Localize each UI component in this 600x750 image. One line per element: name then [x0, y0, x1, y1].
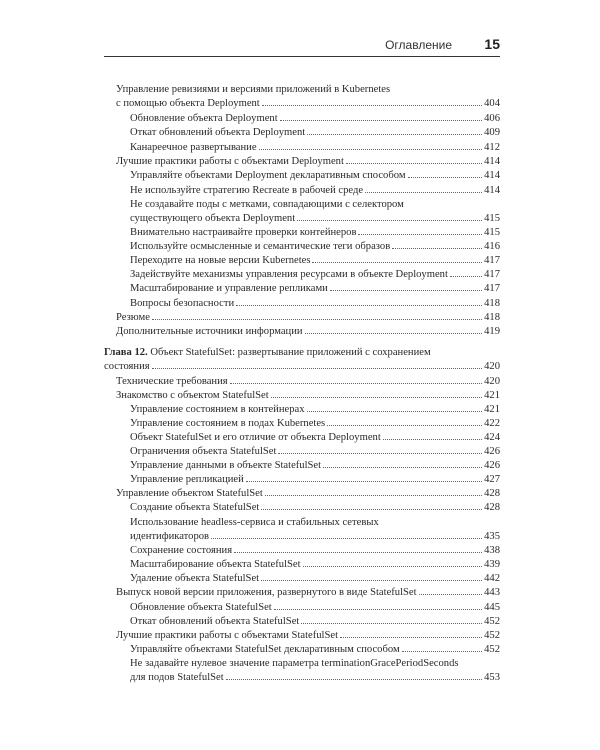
toc-entry: [104, 346, 500, 374]
toc-entry-page: 435: [484, 531, 500, 542]
toc-entry-title: Внимательно настраивайте проверки контейнеров: [130, 227, 357, 238]
toc-entry-page: 443: [484, 587, 500, 598]
toc-entry: [130, 516, 500, 544]
toc-entry: [130, 615, 500, 629]
toc-entry-page: 442: [484, 573, 500, 584]
toc-entry: [130, 643, 500, 657]
toc-entry-page: 420: [484, 376, 500, 387]
toc-entry-page: 428: [484, 488, 500, 499]
toc-entry-title: Канареечное развертывание: [130, 142, 257, 153]
toc-entry-title: Переходите на новые версии Kubernetes: [130, 255, 311, 266]
toc-entry-title: состояния: [104, 361, 150, 372]
dot-leader: [340, 637, 482, 638]
dot-leader: [301, 623, 482, 624]
toc-entry-title: Объект StatefulSet и его отличие от объекта Deployment: [130, 432, 381, 443]
toc-entry-page: 438: [484, 545, 500, 556]
toc-entry: [130, 112, 500, 126]
toc-entry-title: Обновление объекта StatefulSet: [130, 602, 272, 613]
toc-entry: [116, 155, 500, 169]
toc-entry-page: 426: [484, 446, 500, 457]
toc-entry-title-first-line: [104, 346, 500, 360]
toc-entry-title: Ограничения объекта StatefulSet: [130, 446, 277, 457]
toc-entry-page: 409: [484, 127, 500, 138]
dot-leader: [312, 262, 482, 263]
toc-entry: [130, 169, 500, 183]
toc-entry: [130, 282, 500, 296]
toc-entry: [130, 226, 500, 240]
page-number: 15: [484, 36, 500, 52]
toc-entry-page: 418: [484, 312, 500, 323]
toc-entry-title: Выпуск новой версии приложения, развернутого в виде StatefulSet: [116, 587, 417, 598]
toc-entry-page: 415: [484, 227, 500, 238]
toc-entry-page: 404: [484, 98, 500, 109]
toc-entry-title: Дополнительные источники информации: [116, 326, 303, 337]
dot-leader: [323, 467, 482, 468]
toc-entry: [130, 501, 500, 515]
toc-entry-title: Управляйте объектами StatefulSet декларативным способом: [130, 644, 400, 655]
dot-leader: [265, 495, 482, 496]
toc-entry-title: идентификаторов: [130, 531, 210, 542]
toc-entry-page: 417: [484, 269, 500, 280]
dot-leader: [246, 481, 482, 482]
toc-entry-page: 406: [484, 113, 500, 124]
toc-entry: [130, 417, 500, 431]
dot-leader: [234, 552, 482, 553]
dot-leader: [262, 105, 482, 106]
toc-entry-page: 414: [484, 170, 500, 181]
toc-entry-page: 421: [484, 390, 500, 401]
toc-entry: [130, 558, 500, 572]
chapter-label: Глава 12.: [104, 347, 148, 358]
toc-entry-title-first-line: Не создавайте поды с метками, совпадающими с селектором: [130, 199, 404, 210]
toc-entry-title: существующего объекта Deployment: [130, 213, 296, 224]
toc-entry: [116, 311, 500, 325]
dot-leader: [330, 290, 482, 291]
toc-entry-page: 453: [484, 672, 500, 683]
toc-entry-title: Управление состоянием в подах Kubernetes: [130, 418, 326, 429]
dot-leader: [408, 177, 483, 178]
toc-entry-page: 421: [484, 404, 500, 415]
toc-entry-page: 428: [484, 502, 500, 513]
toc-entry: [116, 586, 500, 600]
toc-entry: [130, 445, 500, 459]
dot-leader: [303, 566, 483, 567]
toc-entry-title: Откат обновлений объекта StatefulSet: [130, 616, 300, 627]
toc-entry-title-first-line: Управление ревизиями и версиями приложений в Kubernetes: [116, 84, 391, 95]
toc-entry: [130, 544, 500, 558]
toc-entry: [116, 325, 500, 339]
toc-entry: [130, 240, 500, 254]
toc-entry-page: 427: [484, 474, 500, 485]
toc-entry-title: Используйте осмысленные и семантические теги образов: [130, 241, 391, 252]
toc-entry: [130, 403, 500, 417]
toc-entry-page: 452: [484, 630, 500, 641]
dot-leader: [392, 248, 482, 249]
dot-leader: [327, 425, 482, 426]
dot-leader: [307, 134, 482, 135]
dot-leader: [307, 411, 483, 412]
toc-entry-title: Лучшие практики работы с объектами StatefulSet: [116, 630, 339, 641]
toc-entry: [116, 487, 500, 501]
toc-entry-page: 452: [484, 644, 500, 655]
toc-entry: [130, 459, 500, 473]
dot-leader: [365, 192, 482, 193]
running-header-title: Оглавление: [385, 38, 452, 52]
toc-entry-title: Управляйте объектами Deployment декларативным способом: [130, 170, 406, 181]
toc-entry-page: 439: [484, 559, 500, 570]
toc-entry-title: Управление состоянием в контейнерах: [130, 404, 305, 415]
toc-entry-page: 418: [484, 298, 500, 309]
toc-entry-page: 414: [484, 156, 500, 167]
toc-entry: [130, 268, 500, 282]
toc-entry-page: 417: [484, 255, 500, 266]
toc-entry-title: Обновление объекта Deployment: [130, 113, 278, 124]
toc-entry-page: 416: [484, 241, 500, 252]
dot-leader: [230, 383, 482, 384]
toc-entry-title: Сохранение состояния: [130, 545, 233, 556]
toc-entry-page: 445: [484, 602, 500, 613]
toc-entry: [116, 629, 500, 643]
toc-entry-page: 422: [484, 418, 500, 429]
toc-entry-title: Вопросы безопасности: [130, 298, 235, 309]
dot-leader: [297, 220, 482, 221]
toc-entry-page: 414: [484, 185, 500, 196]
dot-leader: [226, 679, 482, 680]
toc-entry-title: Резюме: [116, 312, 150, 323]
toc-entry-page: 417: [484, 283, 500, 294]
dot-leader: [280, 120, 482, 121]
toc-entry: [130, 126, 500, 140]
toc-entry-title: Технические требования: [116, 376, 228, 387]
toc-entry-title: Создание объекта StatefulSet: [130, 502, 260, 513]
toc-entry-title: Управление репликацией: [130, 474, 244, 485]
dot-leader: [358, 234, 482, 235]
toc-entry-title: Откат обновлений объекта Deployment: [130, 127, 306, 138]
dot-leader: [346, 163, 482, 164]
toc-entry: [130, 473, 500, 487]
chapter-title: Объект StatefulSet: развертывание приложений с сохранением: [147, 347, 431, 358]
dot-leader: [271, 397, 482, 398]
toc-entry-page: 419: [484, 326, 500, 337]
toc-entry: [130, 254, 500, 268]
dot-leader: [274, 609, 482, 610]
dot-leader: [152, 368, 482, 369]
toc-entry-page: 420: [484, 361, 500, 372]
toc-entry-page: 426: [484, 460, 500, 471]
toc-entry-title: Управление объектом StatefulSet: [116, 488, 263, 499]
toc-entry-page: 412: [484, 142, 500, 153]
dot-leader: [305, 333, 483, 334]
toc-entry: [116, 375, 500, 389]
toc-entry-title-first-line: Использование headless-сервиса и стабильных сетевых: [130, 517, 379, 528]
dot-leader: [261, 509, 482, 510]
toc-entry-page: 415: [484, 213, 500, 224]
toc-entry-page: 424: [484, 432, 500, 443]
toc-entry: [130, 297, 500, 311]
toc-entry-title: Задействуйте механизмы управления ресурсами в объекте Deployment: [130, 269, 448, 280]
toc-entry: [130, 601, 500, 615]
toc-entry-title: Управление данными в объекте StatefulSet: [130, 460, 322, 471]
toc-entry: [130, 198, 500, 226]
dot-leader: [278, 453, 482, 454]
toc-entry-title: Удаление объекта StatefulSet: [130, 573, 260, 584]
toc-entry-title: Лучшие практики работы с объектами Deployment: [116, 156, 344, 167]
toc-entry: [130, 657, 500, 685]
toc-entry-title: для подов StatefulSet: [130, 672, 224, 683]
dot-leader: [211, 538, 482, 539]
dot-leader: [261, 580, 482, 581]
dot-leader: [419, 594, 483, 595]
toc-entry-title: Масштабирование объекта StatefulSet: [130, 559, 301, 570]
dot-leader: [236, 305, 482, 306]
toc-entry-page: 452: [484, 616, 500, 627]
toc-entry-title: Масштабирование и управление репликами: [130, 283, 328, 294]
toc-entry-title: Не используйте стратегию Recreate в рабочей среде: [130, 185, 364, 196]
dot-leader: [259, 149, 483, 150]
dot-leader: [152, 319, 482, 320]
toc-entry: [130, 572, 500, 586]
toc-entry-title: с помощью объекта Deployment: [116, 98, 260, 109]
toc-entry: [130, 141, 500, 155]
dot-leader: [450, 276, 482, 277]
toc-entry-title-first-line: Не задавайте нулевое значение параметра terminationGracePeriodSeconds: [130, 658, 459, 669]
dot-leader: [402, 651, 482, 652]
toc-entry: [116, 389, 500, 403]
toc-entry: [130, 184, 500, 198]
toc-entry-title: Знакомство с объектом StatefulSet: [116, 390, 269, 401]
dot-leader: [383, 439, 482, 440]
toc-entry: [116, 83, 500, 111]
toc-entry: [130, 431, 500, 445]
